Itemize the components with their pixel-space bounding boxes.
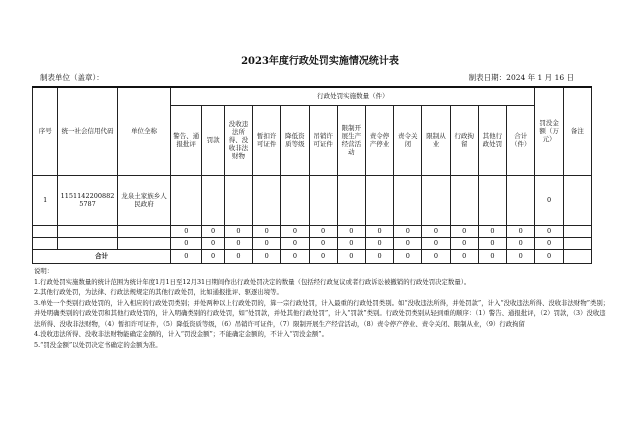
table-cell: 0: [202, 225, 225, 237]
page-title: 2023年度行政处罚实施情况统计表: [241, 56, 399, 67]
table-cell: 0: [281, 225, 309, 237]
table-cell: 0: [337, 237, 365, 249]
table-cell: [309, 175, 337, 225]
table-cell: [117, 225, 171, 237]
table-cell: 0: [224, 249, 252, 263]
table-cell: 0: [281, 237, 309, 249]
table-cell: 0: [171, 225, 202, 237]
header-sub: 罚款: [202, 105, 225, 175]
note-line: 3.单处一个类别行政处罚的，计入相应的行政处罚类别；并处两种以上行政处罚的，算一宗行政处罚，计入最重的行政处罚类别。如“没收违法所得，并处罚款”，计入“没收违法所得、没收非法财物”类别；并处明确类别的行政处罚和其他行政处罚的，计入明确类别的行政处罚，如“处罚款，并处其他行政处罚”，计入“罚款”类别。行政处罚类别从轻到重的顺序：（1）警告、通报批评，（2）罚款，（3）没收违法所得、没收非法财物，（4）暂扣许可证件，（5）降低资质等级，（6）吊销许可证件，（7）限制开展生产经营活动，（8）责令停产停业、责令关闭、限制从业，（9）行政拘留: [34, 298, 610, 328]
total-row: [33, 249, 592, 263]
table-cell: 0: [422, 249, 450, 263]
table-cell: 0: [253, 237, 281, 249]
table-cell: 0: [394, 225, 422, 237]
table-cell: 0: [478, 237, 506, 249]
table-cell: [117, 237, 171, 249]
table-cell: 0: [224, 237, 252, 249]
table-cell: 0: [202, 237, 225, 249]
header-seq: 序号: [33, 87, 58, 175]
notes: [34, 266, 610, 350]
table-cell: [224, 175, 252, 225]
header-remark: 备注: [563, 87, 591, 175]
header-sub: 没收违法所得、没收非法财物: [224, 105, 252, 175]
table-cell: [253, 175, 281, 225]
table-cell: [202, 175, 225, 225]
table-cell: [33, 237, 58, 249]
table-cell: 0: [337, 225, 365, 237]
header-sub: 限制开展生产经营活动: [337, 105, 365, 175]
header-group: 行政处罚实施数量（件）: [171, 87, 535, 105]
table-cell: [171, 175, 202, 225]
table-row: [33, 175, 592, 225]
table-cell: 0: [507, 249, 535, 263]
table-cell: 0: [394, 237, 422, 249]
table-cell: 0: [365, 249, 393, 263]
table-cell: 0: [535, 237, 563, 249]
total-label: 合计: [33, 249, 171, 263]
table-cell: [394, 175, 422, 225]
table-cell: 0: [337, 249, 365, 263]
table-cell: 0: [394, 249, 422, 263]
table-cell: 龙泉土家族乡人民政府: [117, 175, 171, 225]
table-cell: [563, 249, 591, 263]
header-org: 单位全称: [117, 87, 171, 175]
header-confiscation: 罚没金额（万元）: [535, 87, 563, 175]
table-cell: [507, 175, 535, 225]
table-cell: 0: [535, 225, 563, 237]
header-sub: 警告、通报批评: [171, 105, 202, 175]
header-code: 统一社会信用代码: [58, 87, 117, 175]
table-cell: 0: [507, 225, 535, 237]
header-sub: 其他行政处罚: [478, 105, 506, 175]
header-sub: 责令停产停业: [365, 105, 393, 175]
table-cell: [365, 175, 393, 225]
table-cell: 0: [309, 225, 337, 237]
table-cell: 0: [253, 249, 281, 263]
table-cell: 0: [171, 237, 202, 249]
header-sub: 责令关闭: [394, 105, 422, 175]
note-line: 2.其他行政处罚，为法律、行政法规规定的其他行政处罚，比如通报批评、驱逐出境等。: [34, 288, 283, 296]
note-line: 1.行政处罚实施数量的统计范围为统计年度1月1日至12月31日期间作出行政处罚决定的数量（包括经行政复议或者行政诉讼被撤销的行政处罚决定数量）。: [34, 277, 471, 286]
table-cell: [450, 175, 478, 225]
table-cell: [478, 175, 506, 225]
table-cell: [563, 237, 591, 249]
date-label: 制表日期：2024 年 1 月 16 日: [468, 73, 574, 82]
statistics-table: [32, 86, 592, 264]
table-cell: 0: [171, 249, 202, 263]
table-cell: [337, 175, 365, 225]
table-cell: [58, 237, 117, 249]
header-sub: 行政拘留: [450, 105, 478, 175]
table-cell: 0: [535, 175, 563, 225]
header-sub: 合计（件）: [507, 105, 535, 175]
table-cell: [422, 175, 450, 225]
note-line: 说明：: [34, 267, 54, 275]
table-cell: [563, 175, 591, 225]
table-cell: 0: [224, 225, 252, 237]
header-sub: 暂扣许可证件: [253, 105, 281, 175]
table-cell: 0: [422, 225, 450, 237]
unit-label: 制表单位（盖章）：: [40, 73, 104, 82]
table-cell: 0: [365, 225, 393, 237]
table-cell: 11511422008825787: [58, 175, 117, 225]
table-cell: 0: [535, 249, 563, 263]
table-cell: 1: [33, 175, 58, 225]
table-cell: 0: [281, 249, 309, 263]
table-cell: 0: [309, 249, 337, 263]
table-cell: 0: [478, 249, 506, 263]
table-cell: [281, 175, 309, 225]
table-cell: 0: [450, 225, 478, 237]
table-row: [33, 237, 592, 249]
table-cell: 0: [422, 237, 450, 249]
table-cell: [33, 225, 58, 237]
table-cell: [58, 225, 117, 237]
note-line: 5.“罚没金额”以处罚决定书确定的金额为准。: [34, 340, 162, 349]
table-cell: 0: [478, 225, 506, 237]
table-cell: 0: [507, 237, 535, 249]
table-cell: 0: [365, 237, 393, 249]
header-sub: 吊销许可证件: [309, 105, 337, 175]
table-cell: 0: [253, 225, 281, 237]
table-cell: 0: [309, 237, 337, 249]
table-cell: 0: [450, 249, 478, 263]
table-row: [33, 225, 592, 237]
table-cell: 0: [450, 237, 478, 249]
table-cell: 0: [202, 249, 225, 263]
header-sub: 降低资质等级: [281, 105, 309, 175]
header-sub: 限制从业: [422, 105, 450, 175]
table-cell: [563, 225, 591, 237]
note-line: 4.没收违法所得、没收非法财物能确定金额的，计入“罚没金额”；不能确定金额的，不计入“罚没金额”。: [34, 330, 328, 338]
